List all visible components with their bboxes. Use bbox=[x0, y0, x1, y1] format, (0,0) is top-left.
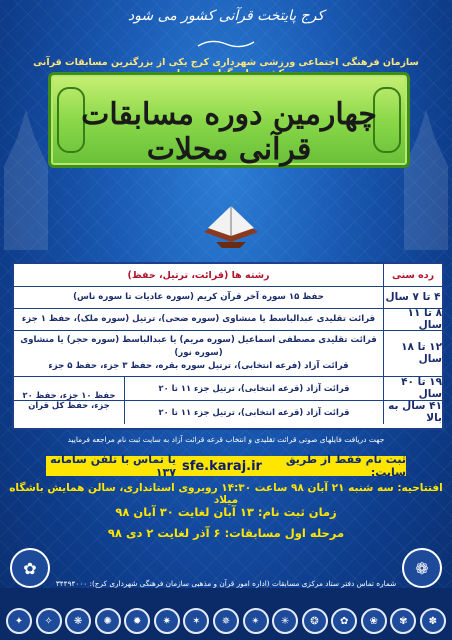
header-age: رده سنی bbox=[383, 264, 442, 286]
sponsor-logo-icon: ✺ bbox=[95, 608, 121, 634]
sponsor-logo-icon: ✿ bbox=[331, 608, 357, 634]
organizer-line: سازمان فرهنگی اجتماعی ورزشی شهرداری کرج یکی از بزرگترین مسابقات قرآنی bbox=[33, 57, 419, 68]
content-line: قرائت تقلیدی مصطفی اسماعیل (سوره مریم) یا عبدالباسط (سوره حجر) یا منشاوی (سوره نور) bbox=[20, 334, 377, 358]
quran-stand-icon bbox=[196, 192, 266, 250]
sponsor-logo-icon: ✾ bbox=[390, 608, 416, 634]
header-disciplines: رشته ها (قرائت، ترتیل، حفظ) bbox=[127, 269, 270, 281]
opening-line: افتتاحیه: سه شنبه ۲۱ آبان ۹۸ ساعت ۱۴:۳۰ روبروی استانداری، سالن همایش باشگاه میلاد bbox=[9, 482, 443, 506]
registration-suffix: یا تماس با تلفن سامانه ۱۳۷ bbox=[50, 453, 176, 479]
note-text: جهت دریافت فایلهای صوتی قرائت تقلیدی و انتخاب قرعه قرائت آزاد به سایت ثبت نام مراجعه فرمایید bbox=[67, 435, 385, 444]
content-cell: قرائت آزاد (قرعه انتخابی)، ترتیل جزء ۱۱ تا ۲۰ bbox=[158, 383, 350, 393]
registration-site-link[interactable]: sfe.karaj.ir bbox=[181, 458, 262, 474]
age-cell: ۸ تا ۱۱ سال bbox=[383, 308, 442, 330]
sponsor-logo-icon: ❀ bbox=[361, 608, 387, 634]
table-row bbox=[14, 286, 442, 309]
sponsor-logo-icon: ✶ bbox=[183, 608, 209, 634]
age-cell: ۱۹ تا ۴۰ سال bbox=[383, 376, 442, 400]
sponsor-logo-icon: ✧ bbox=[36, 608, 62, 634]
registration-prefix: ثبت نام فقط از طریق سایت: bbox=[285, 453, 406, 479]
table-header-row bbox=[14, 264, 442, 287]
organization-logo-icon: ❁ bbox=[402, 548, 442, 588]
content-cell: حفظ ۱۵ سوره آخر قرآن کریم (سوره عادیات تا سوره ناس) bbox=[73, 291, 324, 302]
top-slogan: کرج پایتخت قرآنی کشور می شود bbox=[127, 8, 325, 24]
registration-bar bbox=[46, 453, 406, 479]
sponsor-logo-row bbox=[6, 608, 446, 634]
page-title: چهارمین دوره مسابقات قرآنی محلات bbox=[81, 97, 377, 167]
sponsor-logo-icon: ✽ bbox=[420, 608, 446, 634]
table-row bbox=[14, 308, 442, 331]
sponsor-logo-icon: ❋ bbox=[65, 608, 91, 634]
age-cell: ۴۱ سال به بالا bbox=[383, 400, 442, 424]
table-row bbox=[14, 330, 442, 377]
content-cell: قرائت تقلیدی عبدالباسط یا منشاوی (سوره ضحی)، ترتیل (سوره ملک)، حفظ ۱ جزء bbox=[21, 313, 376, 324]
sponsor-logo-icon: ✵ bbox=[213, 608, 239, 634]
first-stage-line: مرحله اول مسابقات: ۶ آذر لغایت ۲ دی ۹۸ bbox=[107, 526, 345, 540]
sponsor-logo-icon: ❂ bbox=[302, 608, 328, 634]
content-cell bbox=[14, 330, 383, 376]
contact-address: شماره تماس دفتر ستاد مرکزی مسابقات (اداره امور قرآن و مذهبی سازمان فرهنگی شهرداری کرج): ۳۴۴۹۴۰۰۰ bbox=[55, 579, 397, 588]
sponsor-logo-icon: ✳ bbox=[272, 608, 298, 634]
sponsor-logo-icon: ✦ bbox=[6, 608, 32, 634]
calligraphy-ornament-icon bbox=[196, 36, 256, 50]
content-cell: قرائت آزاد (قرعه انتخابی)، ترتیل جزء ۱۱ تا ۲۰ bbox=[158, 407, 350, 417]
age-cell: ۱۲ تا ۱۸ سال bbox=[383, 330, 442, 376]
title-banner bbox=[48, 72, 410, 168]
shared-memorize-cell: حفظ ۱۰ جزء، حفظ ۲۰ جزء، حفظ کل قرآن bbox=[14, 376, 125, 424]
age-cell: ۴ تا ۷ سال bbox=[383, 286, 442, 308]
sponsor-logo-icon: ✷ bbox=[154, 608, 180, 634]
content-line: قرائت آزاد (فرعه انتخابی)، ترتیل سوره بقره، حفظ ۳ جزء، حفظ ۵ جزء bbox=[48, 360, 349, 371]
sponsor-logo-icon: ✴ bbox=[243, 608, 269, 634]
age-disciplines-table bbox=[12, 262, 444, 430]
registration-time-line: زمان ثبت نام: ۱۳ آبان لغایت ۳۰ آبان ۹۸ bbox=[115, 505, 337, 519]
municipality-logo-icon: ✿ bbox=[10, 548, 50, 588]
sponsor-logo-icon: ✹ bbox=[124, 608, 150, 634]
